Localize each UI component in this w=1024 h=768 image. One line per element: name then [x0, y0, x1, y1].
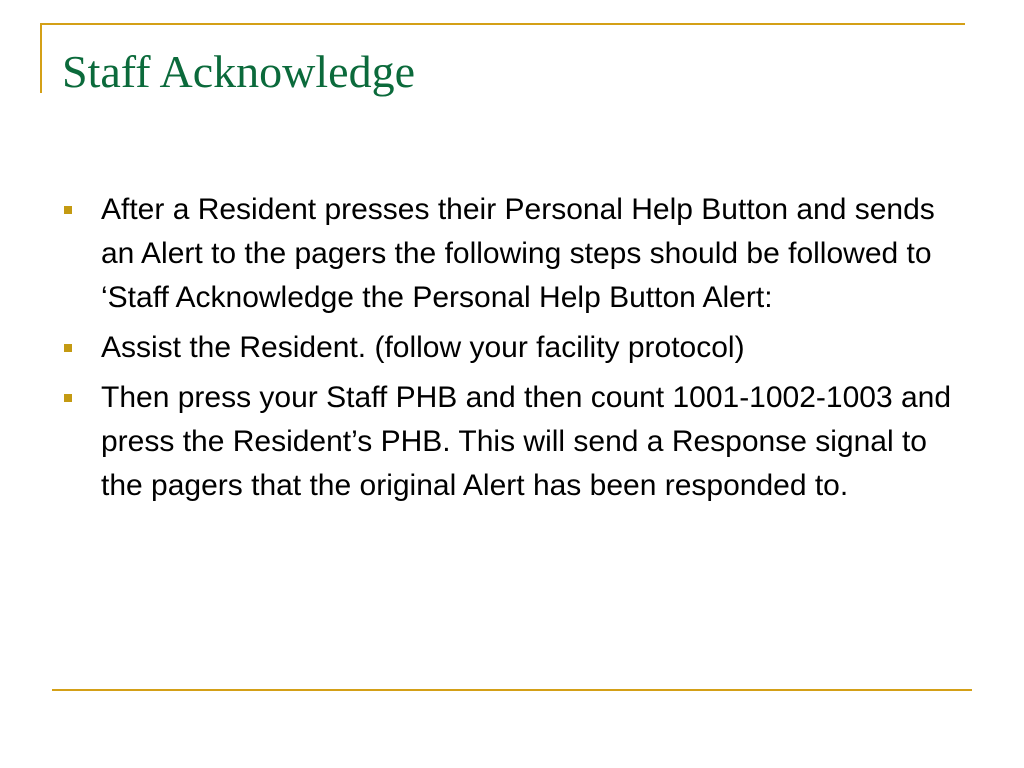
bullet-item	[64, 188, 964, 320]
bullet-list	[64, 188, 964, 514]
bullet-text: Then press your Staff PHB and then count 1001-1002-1003 and press the Resident’s PHB. This will send a Response signal to the pagers that the original Alert has been responded to.	[101, 381, 952, 502]
bullet-item	[64, 376, 964, 508]
bullet-text: Assist the Resident. (follow your facility protocol)	[101, 331, 745, 364]
left-accent-line	[40, 23, 42, 93]
square-bullet-icon	[64, 394, 72, 402]
square-bullet-icon	[64, 344, 72, 352]
square-bullet-icon	[64, 206, 72, 214]
bottom-accent-line	[52, 689, 972, 691]
bullet-item	[64, 326, 964, 370]
bullet-text: After a Resident presses their Personal Help Button and sends an Alert to the pagers the following steps should be followed to ‘Staff Acknowledge the Personal Help Button Alert:	[101, 193, 935, 314]
slide-title: Staff Acknowledge	[62, 46, 416, 97]
top-accent-line	[40, 23, 965, 25]
